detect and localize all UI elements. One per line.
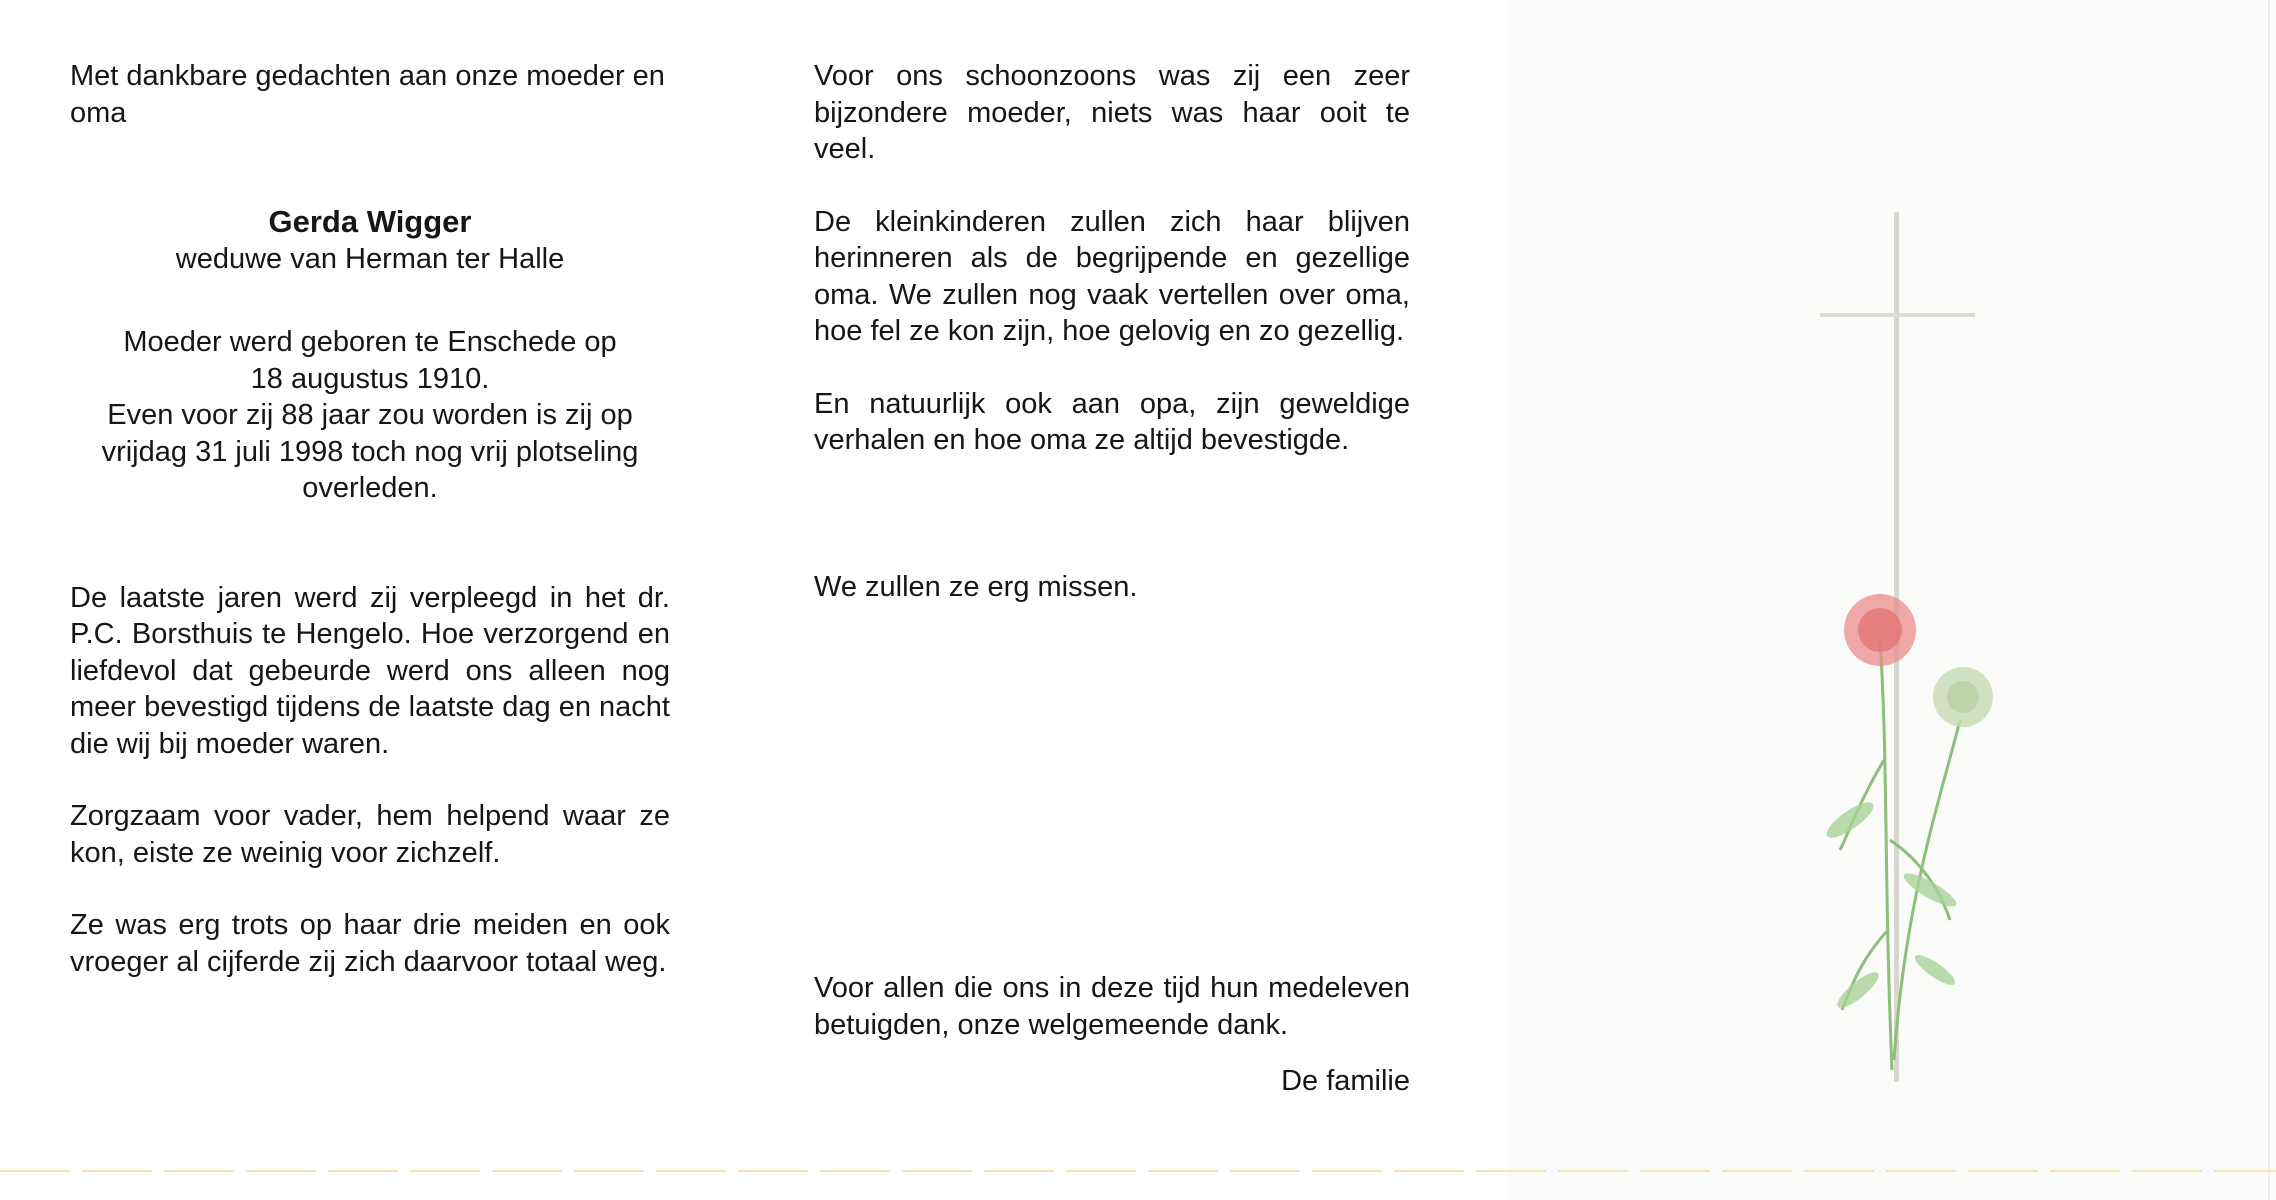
middle-column [814,58,1410,1100]
care-paragraph: De laatste jaren werd zij verpleegd in het dr. P.C. Borsthuis te Hengelo. Hoe verzorgend en liefdevol dat gebeurde werd ons alleen nog meer bevestigd tijdens de laatste dag en nacht die wij bij moeder waren. [70,581,670,760]
birth-death-block [70,324,670,507]
daughters-paragraph: Ze was erg trots op haar drie meiden en ook vroeger al cijferde zij zich daarvoor totaal weg. [70,909,670,978]
death-line-1: Even voor zij 88 jaar zou worden is zij op [107,399,633,431]
widow-line: weduwe van Herman ter Halle [175,242,565,275]
left-column [70,58,680,980]
grandpa-paragraph: En natuurlijk ook aan opa, zijn geweldige verhalen en hoe oma ze altijd bevestigde. [814,387,1410,456]
death-line-2: vrijdag 31 juli 1998 toch nog vrij plotseling [101,435,639,468]
cross-flower-illustration [1780,200,2040,1100]
deceased-name: Gerda Wigger [268,204,472,239]
sons-in-law-paragraph: Voor ons schoonzoons was zij een zeer bijzondere moeder, niets was haar ooit te veel. [814,60,1410,165]
birth-line-1: Moeder werd geboren te Enschede op [123,326,617,358]
card-edge [2268,0,2270,1200]
intro-text: Met dankbare gedachten aan onze moeder en oma [70,60,665,129]
leaves-icon [1822,797,1960,1013]
grandchildren-paragraph: De kleinkinderen zullen zich haar blijven herinneren als de begrijpende en gezellige oma. We zullen nog vaak vertellen over oma, hoe fel ze kon zijn, hoe gelovig en zo gezellig. [814,205,1410,347]
death-line-3: overleden. [302,472,438,504]
green-flower-icon [1933,667,1993,727]
birth-line-2: 18 augustus 1910. [250,362,490,395]
pink-flower-icon [1844,594,1916,666]
thanks-paragraph: Voor allen die ons in deze tijd hun medeleven betuigden, onze welgemeende dank. [814,972,1410,1041]
fold-line [0,1170,2276,1172]
miss-line: We zullen ze erg missen. [814,570,1138,603]
signature: De familie [1281,1065,1410,1097]
father-paragraph: Zorgzaam voor vader, hem helpend waar ze kon, eiste ze weinig voor zichzelf. [70,800,670,869]
